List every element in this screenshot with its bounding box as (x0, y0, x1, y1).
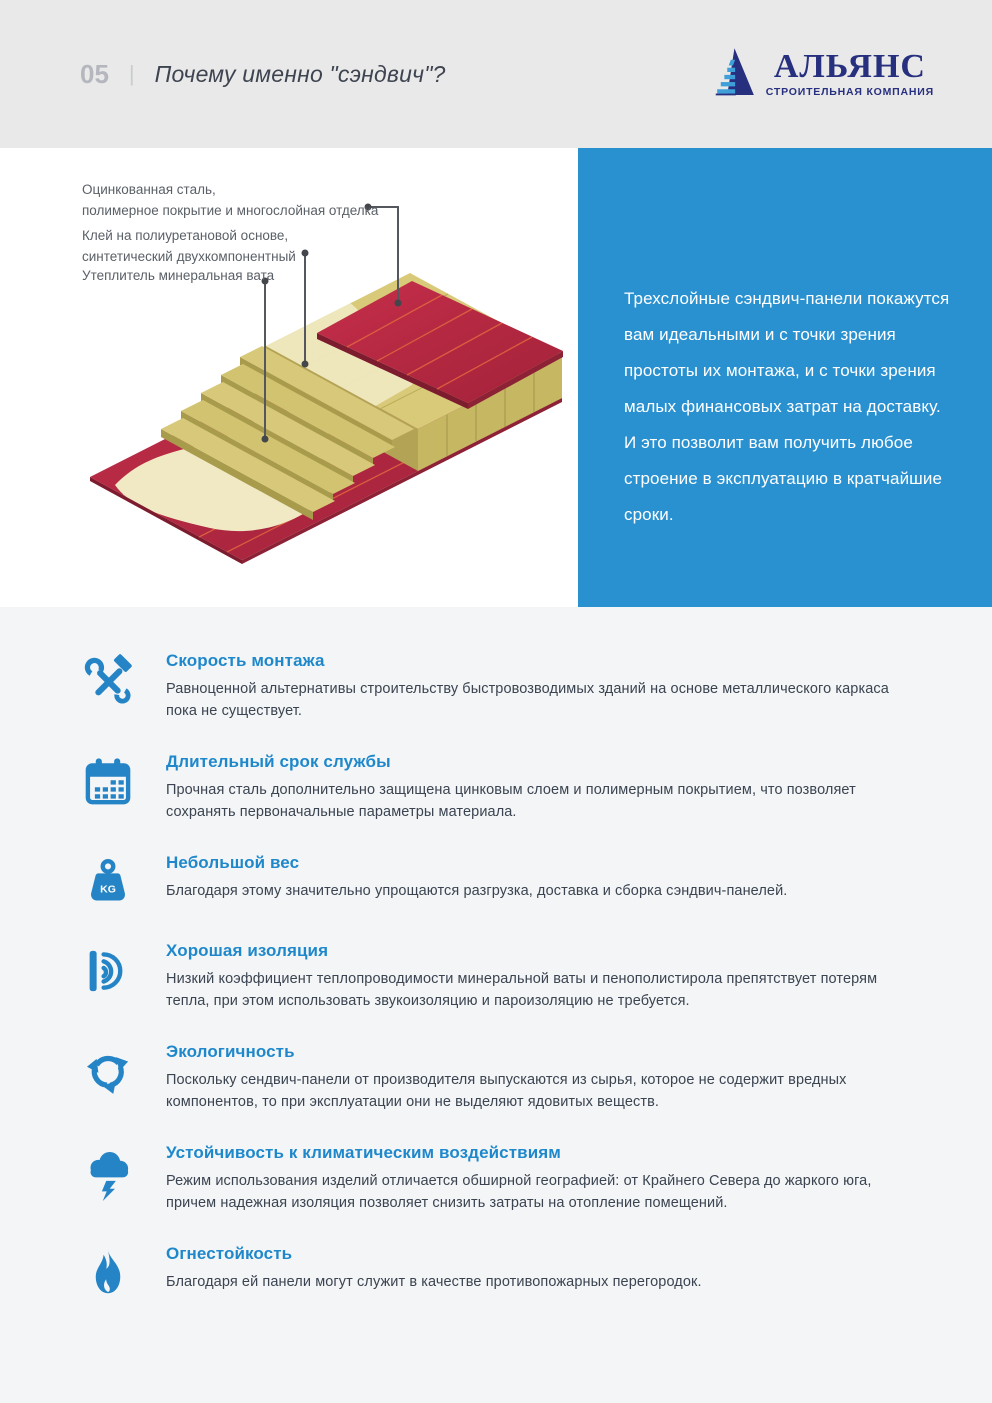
diagram-label-glue (82, 225, 296, 267)
storm-cloud-icon (80, 1145, 136, 1201)
page-number: 05 (80, 58, 109, 89)
feature-row-insulation (80, 941, 912, 1012)
diagram-label-steel (82, 179, 378, 221)
feature-row-fire (80, 1244, 912, 1302)
pyramid-logo-icon (710, 44, 756, 105)
tools-icon (80, 653, 136, 709)
feature-title: Хорошая изоляция (166, 941, 329, 960)
feature-text: Благодаря ей панели могут служит в качестве противопожарных перегородок. (166, 1274, 702, 1290)
feature-row-weight (80, 853, 912, 911)
logo-text (766, 50, 934, 98)
feature-title: Скорость монтажа (166, 651, 325, 670)
insulation-waves-icon (80, 943, 136, 999)
feature-text: Режим использования изделий отличается обширной географией: от Крайнего Севера до жаркого юга, причем надежная изоляция позволяет снизить затраты на отопление помещений. (166, 1173, 872, 1211)
label-glue-line1: Клей на полиуретановой основе, (82, 228, 289, 243)
intro-panel (578, 148, 992, 607)
feature-title: Устойчивость к климатическим воздействиям (166, 1143, 561, 1162)
company-logo (710, 44, 934, 105)
weight-icon (80, 855, 136, 911)
sandwich-panel-diagram (60, 165, 580, 610)
recycle-icon (80, 1044, 136, 1100)
feature-text: Равноценной альтернативы строительству быстровозводимых зданий на основе металлического каркаса пока не существует. (166, 681, 889, 719)
flame-icon (80, 1246, 136, 1302)
header-title-group (80, 59, 446, 90)
label-wool-line1: Утеплитель минеральная вата (82, 268, 275, 283)
calendar-icon (80, 754, 136, 810)
hero-section (0, 148, 992, 607)
feature-title: Длительный срок службы (166, 752, 391, 771)
diagram-label-wool (82, 265, 274, 286)
label-steel-line2: полимерное покрытие и многослойная отделка (82, 203, 379, 218)
feature-text: Низкий коэффициент теплопроводимости минеральной ваты и пенополистирола препятствует потерям тепла, при этом использовать звукоизоляцию и пароизоляцию не требуется. (166, 971, 878, 1009)
feature-text: Благодаря этому значительно упрощаются разгрузка, доставка и сборка сэндвич-панелей. (166, 883, 788, 899)
page-header (0, 0, 992, 148)
feature-title: Экологичность (166, 1042, 295, 1061)
feature-title: Небольшой вес (166, 853, 300, 872)
intro-text: Трехслойные сэндвич-панели покажутся вам идеальными и с точки зрения простоты их монтажа, и с точки зрения малых финансовых затрат на доставку. И это позволит вам получить любое строение в эксплуатацию в кратчайшие сроки. (624, 289, 950, 525)
feature-title: Огнестойкость (166, 1244, 293, 1263)
page-title: Почему именно "сэндвич"? (154, 60, 446, 87)
feature-row-lifespan (80, 752, 912, 823)
feature-text: Прочная сталь дополнительно защищена цинковым слоем и полимерным покрытием, что позволяет сохранять первоначальные параметры материала. (166, 782, 856, 820)
features-section (0, 607, 992, 1403)
feature-row-eco (80, 1042, 912, 1113)
kg-label: KG (100, 883, 116, 896)
feature-text: Поскольку сендвич-панели от производителя выпускаются из сырья, которое не содержит вредных компонентов, то при эксплуатации они не выделяют ядовитых веществ. (166, 1072, 847, 1110)
feature-row-speed (80, 651, 912, 722)
label-glue-line2: синтетический двухкомпонентный (82, 249, 296, 264)
logo-tagline: СТРОИТЕЛЬНАЯ КОМПАНИЯ (765, 86, 934, 98)
title-separator: | (128, 61, 135, 86)
label-steel-line1: Оцинкованная сталь, (82, 182, 216, 197)
feature-row-climate (80, 1143, 912, 1214)
logo-name: АЛЬЯНС (773, 48, 926, 85)
